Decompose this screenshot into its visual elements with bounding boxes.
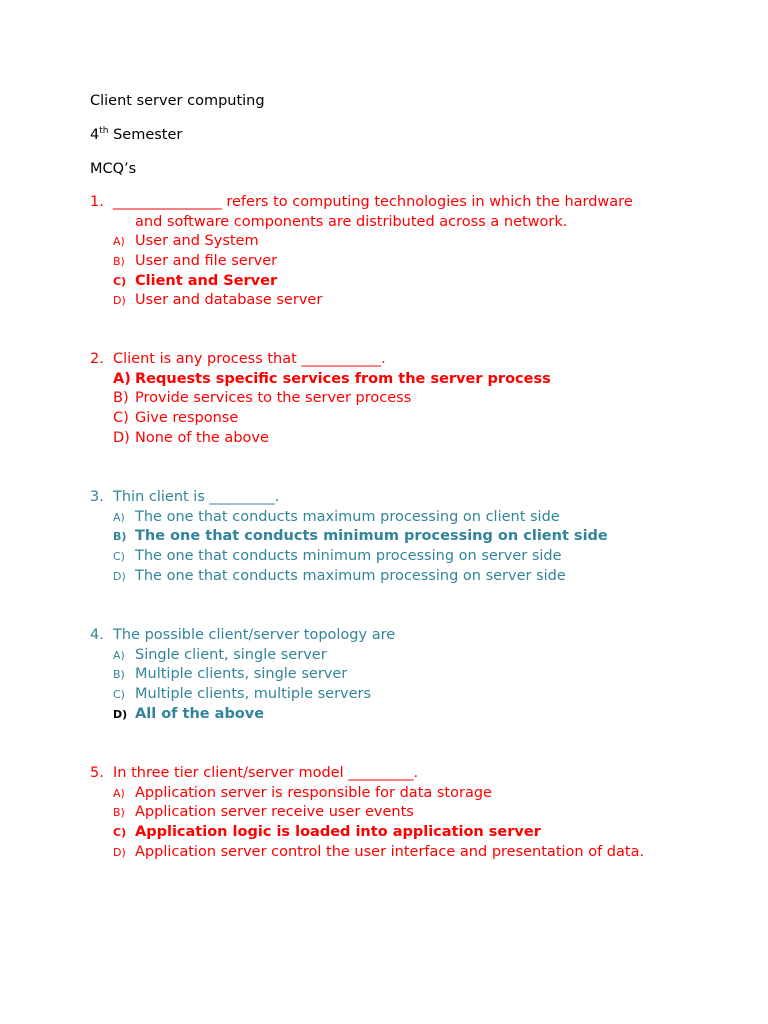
option-label: A) xyxy=(113,786,125,800)
option-label: B) xyxy=(113,806,125,820)
option-label: B) xyxy=(113,668,125,682)
option-label: C) xyxy=(113,274,127,288)
option-label: D) xyxy=(113,294,126,308)
question-3-stem xyxy=(90,488,750,508)
option-text: All of the above xyxy=(135,705,265,722)
semester-line xyxy=(90,125,182,147)
option-text: User and file server xyxy=(135,253,278,270)
question-2-option-b xyxy=(90,389,750,409)
option-text: Application server control the user interface and presentation of data. xyxy=(135,843,645,860)
question-4-option-c xyxy=(90,685,750,705)
question-5-option-d xyxy=(90,843,750,863)
option-label: C) xyxy=(113,688,125,702)
question-2-option-c xyxy=(90,409,750,429)
option-label: A) xyxy=(113,510,125,524)
question-3 xyxy=(90,488,750,586)
question-4-option-b xyxy=(90,665,750,685)
option-text: Give response xyxy=(135,410,239,427)
option-text: The one that conducts minimum processing on server side xyxy=(135,548,562,565)
question-1-option-d xyxy=(90,291,750,311)
question-2-stem xyxy=(90,350,750,370)
option-label: D) xyxy=(113,845,126,859)
question-4-option-d-answer xyxy=(90,705,750,725)
option-label: D) xyxy=(113,429,130,446)
option-label: B) xyxy=(113,390,129,407)
option-label: D) xyxy=(113,569,126,583)
question-5-option-b xyxy=(90,803,750,823)
option-text: User and database server xyxy=(135,292,323,309)
question-1-option-c-answer xyxy=(90,272,750,292)
question-1-text-line2: and software components are distributed across a network. xyxy=(135,213,568,230)
question-3-option-c xyxy=(90,547,750,567)
option-text: None of the above xyxy=(135,429,269,446)
option-label: B) xyxy=(113,530,127,544)
question-4-stem xyxy=(90,626,750,646)
option-text: The one that conducts minimum processing on client side xyxy=(135,528,608,545)
option-text: Multiple clients, single server xyxy=(135,666,348,683)
question-3-number: 3. xyxy=(90,489,104,505)
option-label: C) xyxy=(113,826,127,840)
question-4-text: The possible client/server topology are xyxy=(113,627,396,643)
option-text: Requests specific services from the server process xyxy=(135,370,551,387)
question-1-number: 1. xyxy=(90,194,104,210)
option-label: C) xyxy=(113,550,125,564)
option-text: Multiple clients, multiple servers xyxy=(135,686,372,703)
option-label: B) xyxy=(113,255,125,269)
question-4-number: 4. xyxy=(90,627,104,643)
option-text: The one that conducts maximum processing on server side xyxy=(135,567,566,584)
question-2-number: 2. xyxy=(90,351,104,367)
option-text: Application server receive user events xyxy=(135,804,414,821)
option-label: A) xyxy=(113,648,125,662)
semester-suffix: th xyxy=(99,126,109,136)
question-5-option-c-answer xyxy=(90,823,750,843)
question-1-stem xyxy=(90,193,750,232)
semester-word: Semester xyxy=(113,127,183,143)
option-text: Application logic is loaded into application server xyxy=(135,824,541,841)
question-3-option-b-answer xyxy=(90,527,750,547)
question-4-option-a xyxy=(90,646,750,666)
question-5 xyxy=(90,764,750,862)
question-2-option-d xyxy=(90,429,750,449)
option-label: A) xyxy=(113,235,125,249)
question-1 xyxy=(90,193,750,311)
question-2 xyxy=(90,350,750,448)
option-label: A) xyxy=(113,370,131,387)
option-text: Provide services to the server process xyxy=(135,390,412,407)
option-text: Single client, single server xyxy=(135,646,327,663)
document-title: Client server computing xyxy=(90,93,265,109)
question-2-text: Client is any process that ___________. xyxy=(113,351,386,367)
question-5-text: In three tier client/server model _________. xyxy=(113,765,419,781)
question-2-option-a-answer xyxy=(90,370,750,390)
question-1-text-line1: _______________ refers to computing technologies in which the hardware xyxy=(113,194,633,210)
question-5-option-a xyxy=(90,784,750,804)
document-subtitle: MCQ’s xyxy=(90,161,137,177)
option-text: The one that conducts maximum processing on client side xyxy=(135,508,560,525)
question-4 xyxy=(90,626,750,724)
option-text: User and System xyxy=(135,233,259,250)
question-1-option-b xyxy=(90,252,750,272)
option-label: C) xyxy=(113,410,129,427)
question-3-text: Thin client is _________. xyxy=(113,489,280,505)
option-text: Application server is responsible for data storage xyxy=(135,784,492,801)
option-label: D) xyxy=(113,707,128,721)
question-3-option-a xyxy=(90,508,750,528)
question-5-number: 5. xyxy=(90,765,104,781)
question-1-option-a xyxy=(90,232,750,252)
question-5-stem xyxy=(90,764,750,784)
question-3-option-d xyxy=(90,567,750,587)
option-text: Client and Server xyxy=(135,272,278,289)
semester-number: 4 xyxy=(90,127,100,143)
